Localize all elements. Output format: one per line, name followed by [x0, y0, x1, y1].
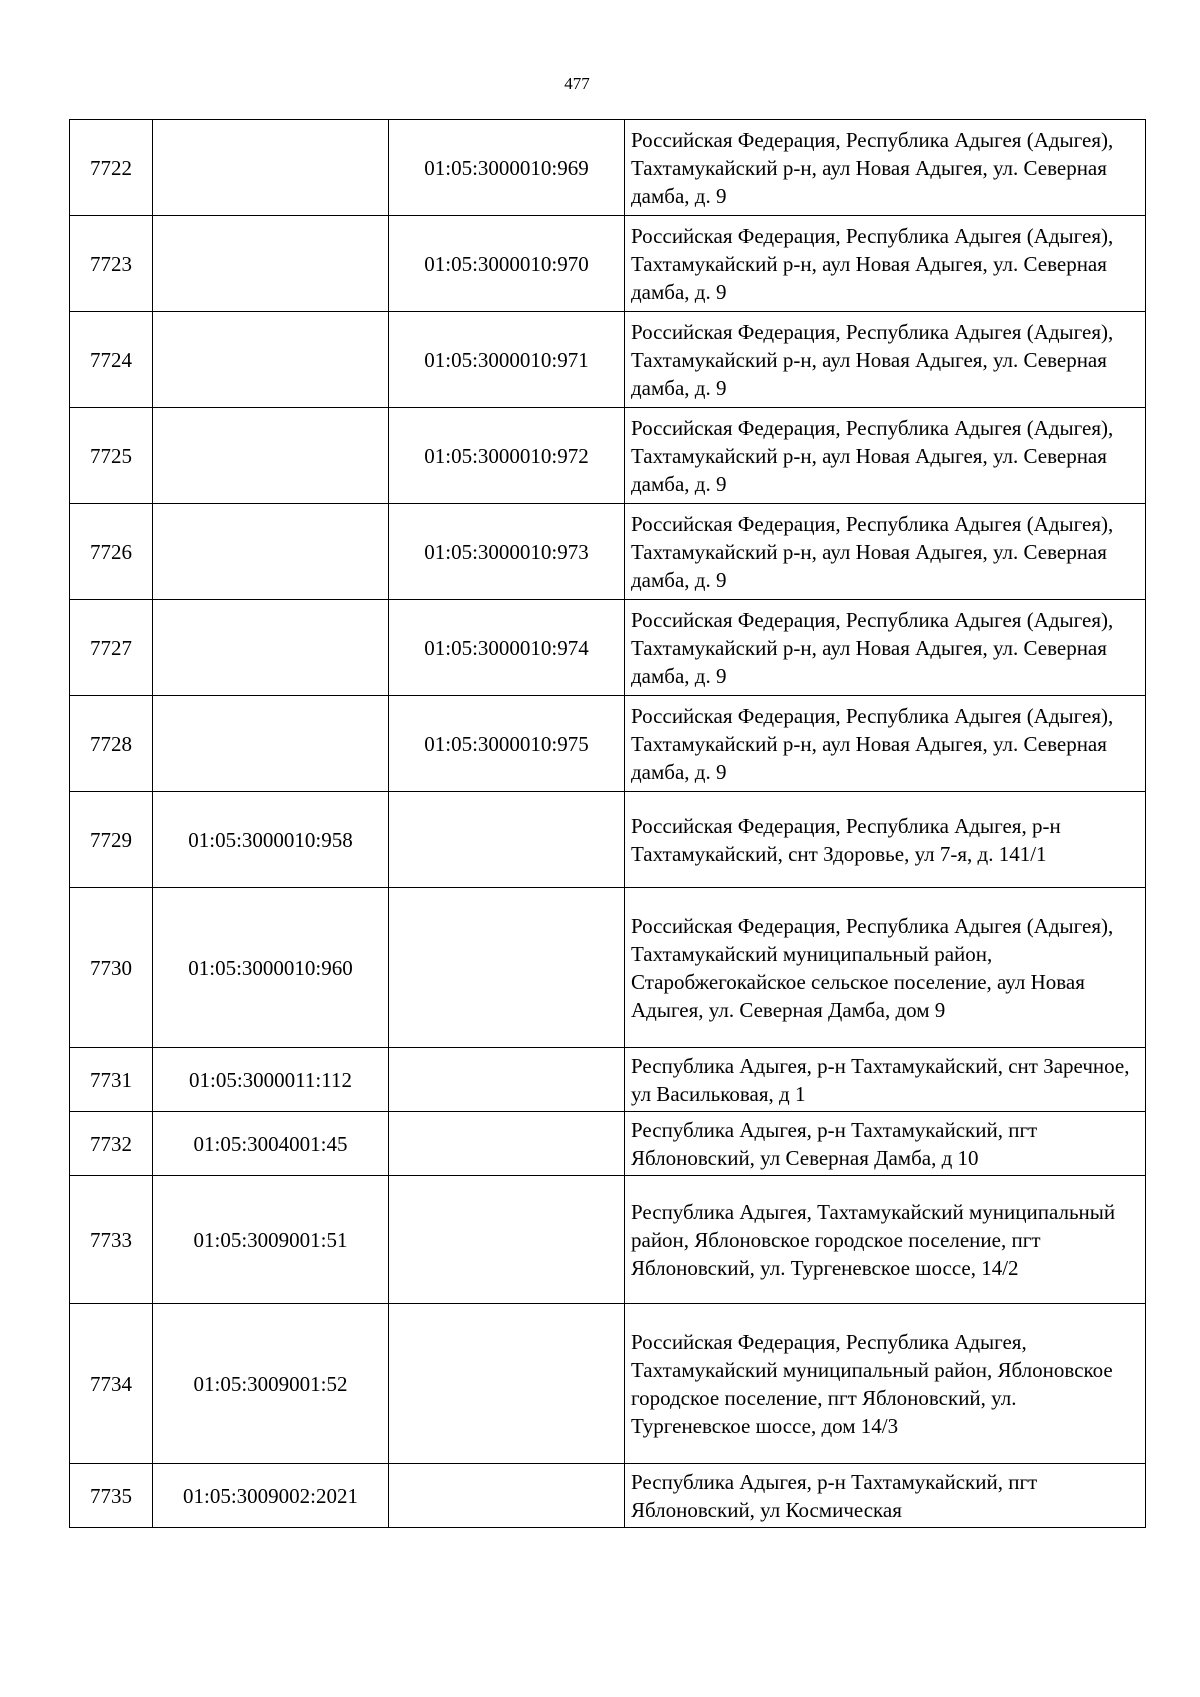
address: Российская Федерация, Республика Адыгея (Адыгея), Тахтамукайский р-н, аул Новая Адыгея, ул. Северная дамба, д. 9 [625, 504, 1146, 600]
address: Российская Федерация, Республика Адыгея (Адыгея), Тахтамукайский р-н, аул Новая Адыгея, ул. Северная дамба, д. 9 [625, 696, 1146, 792]
building-cadastral-number [389, 888, 625, 1048]
building-cadastral-number [389, 1112, 625, 1176]
address: Республика Адыгея, р-н Тахтамукайский, снт Заречное, ул Васильковая, д 1 [625, 1048, 1146, 1112]
building-cadastral-number [389, 1304, 625, 1464]
row-number: 7735 [70, 1464, 153, 1528]
table-row [70, 1304, 1146, 1464]
building-cadastral-number: 01:05:3000010:973 [389, 504, 625, 600]
land-cadastral-number [153, 600, 389, 696]
table-row [70, 504, 1146, 600]
registry-table [69, 119, 1146, 1528]
table-row [70, 312, 1146, 408]
building-cadastral-number: 01:05:3000010:971 [389, 312, 625, 408]
land-cadastral-number: 01:05:3000010:958 [153, 792, 389, 888]
page-number: 477 [564, 74, 590, 93]
building-cadastral-number [389, 1176, 625, 1304]
address: Российская Федерация, Республика Адыгея (Адыгея), Тахтамукайский муниципальный район, Старобжегокайское сельское поселение, аул Новая Адыгея, ул. Северная Дамба, дом 9 [625, 888, 1146, 1048]
building-cadastral-number: 01:05:3000010:970 [389, 216, 625, 312]
land-cadastral-number [153, 216, 389, 312]
building-cadastral-number: 01:05:3000010:975 [389, 696, 625, 792]
land-cadastral-number: 01:05:3000011:112 [153, 1048, 389, 1112]
row-number: 7734 [70, 1304, 153, 1464]
table-row [70, 216, 1146, 312]
land-cadastral-number: 01:05:3009001:52 [153, 1304, 389, 1464]
row-number: 7725 [70, 408, 153, 504]
row-number: 7729 [70, 792, 153, 888]
building-cadastral-number: 01:05:3000010:974 [389, 600, 625, 696]
table-row [70, 600, 1146, 696]
row-number: 7723 [70, 216, 153, 312]
address: Республика Адыгея, р-н Тахтамукайский, пгт Яблоновский, ул Северная Дамба, д 10 [625, 1112, 1146, 1176]
land-cadastral-number [153, 312, 389, 408]
land-cadastral-number: 01:05:3009001:51 [153, 1176, 389, 1304]
table-row [70, 1176, 1146, 1304]
table-row [70, 888, 1146, 1048]
building-cadastral-number [389, 1048, 625, 1112]
row-number: 7727 [70, 600, 153, 696]
land-cadastral-number: 01:05:3009002:2021 [153, 1464, 389, 1528]
address: Российская Федерация, Республика Адыгея (Адыгея), Тахтамукайский р-н, аул Новая Адыгея, ул. Северная дамба, д. 9 [625, 600, 1146, 696]
land-cadastral-number [153, 408, 389, 504]
row-number: 7732 [70, 1112, 153, 1176]
table-row [70, 1464, 1146, 1528]
address: Российская Федерация, Республика Адыгея, Тахтамукайский муниципальный район, Яблоновское городское поселение, пгт Яблоновский, ул. Тургеневское шоссе, дом 14/3 [625, 1304, 1146, 1464]
building-cadastral-number [389, 1464, 625, 1528]
address: Российская Федерация, Республика Адыгея (Адыгея), Тахтамукайский р-н, аул Новая Адыгея, ул. Северная дамба, д. 9 [625, 312, 1146, 408]
building-cadastral-number: 01:05:3000010:969 [389, 120, 625, 216]
row-number: 7726 [70, 504, 153, 600]
address: Российская Федерация, Республика Адыгея (Адыгея), Тахтамукайский р-н, аул Новая Адыгея, ул. Северная дамба, д. 9 [625, 216, 1146, 312]
building-cadastral-number: 01:05:3000010:972 [389, 408, 625, 504]
land-cadastral-number: 01:05:3004001:45 [153, 1112, 389, 1176]
address: Российская Федерация, Республика Адыгея, р-н Тахтамукайский, снт Здоровье, ул 7-я, д. 141/1 [625, 792, 1146, 888]
row-number: 7728 [70, 696, 153, 792]
land-cadastral-number [153, 504, 389, 600]
table-row [70, 696, 1146, 792]
building-cadastral-number [389, 792, 625, 888]
row-number: 7724 [70, 312, 153, 408]
address: Республика Адыгея, Тахтамукайский муниципальный район, Яблоновское городское поселение, пгт Яблоновский, ул. Тургеневское шоссе, 14/2 [625, 1176, 1146, 1304]
row-number: 7733 [70, 1176, 153, 1304]
land-cadastral-number [153, 120, 389, 216]
land-cadastral-number: 01:05:3000010:960 [153, 888, 389, 1048]
table-row [70, 120, 1146, 216]
table-row [70, 1048, 1146, 1112]
row-number: 7730 [70, 888, 153, 1048]
address: Республика Адыгея, р-н Тахтамукайский, пгт Яблоновский, ул Космическая [625, 1464, 1146, 1528]
table-row [70, 792, 1146, 888]
address: Российская Федерация, Республика Адыгея (Адыгея), Тахтамукайский р-н, аул Новая Адыгея, ул. Северная дамба, д. 9 [625, 408, 1146, 504]
land-cadastral-number [153, 696, 389, 792]
table-row [70, 1112, 1146, 1176]
row-number: 7731 [70, 1048, 153, 1112]
table-row [70, 408, 1146, 504]
row-number: 7722 [70, 120, 153, 216]
address: Российская Федерация, Республика Адыгея (Адыгея), Тахтамукайский р-н, аул Новая Адыгея, ул. Северная дамба, д. 9 [625, 120, 1146, 216]
